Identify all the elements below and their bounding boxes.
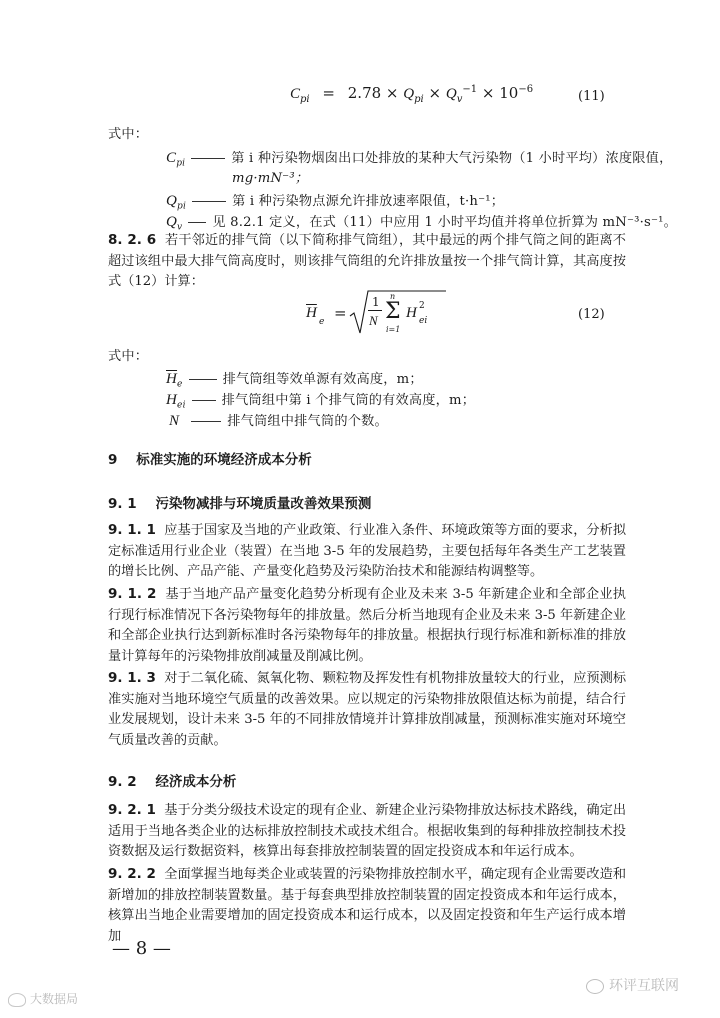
definition-qv: $Q_v$ 见 8.2.1 定义，在式（11）中应用 1 小时平均值并将单位折算为 mN⁻³·s⁻¹。 — [166, 214, 678, 233]
where-label-2: 式中： — [108, 349, 149, 364]
definition-cpi: $C_{pi}$ 第 i 种污染物烟囱出口处排放的某种大气污染物（1 小时平均）浓度限值， — [166, 150, 673, 169]
definition-n: N 排气筒组中排气筒的个数。 — [169, 413, 388, 429]
definition-qpi: $Q_{pi}$ 第 i 种污染物点源允许排放速率限值，t·h⁻¹； — [166, 193, 505, 212]
paragraph-9-2-2: 9. 2. 2 全面掌握当地每类企业或装置的污染物排放控制水平，确定现有企业需要改造和新增加的排放控制装置数量。基于每套典型排放控制装置的固定投资成本和年运行成本，核算出当地企业需要增加的固定投资成本和运行成本，以及固定投资和年生产运行成本增加 — [108, 866, 627, 944]
definition-hei: $H_{ei}$ 排气筒组中第 i 个排气筒的有效高度，m； — [166, 392, 476, 411]
watermark-right: 环评互联网 — [586, 975, 679, 995]
paragraph-9-1-2: 9. 1. 2 基于当地产品产量变化趋势分析现有企业及未来 3-5 年新建企业和全部企业执行现行标准情况下各污染物每年的排放量。然后分析当地现有企业及未来 3-5 年新建企业和全部企业执行达到新标准时各污染物每年的排放量。根据执行现行标准和新标准的排放量计算每年的污染物排放削减量及削减比例。 — [108, 586, 626, 664]
section-8-2-6: 8. 2. 6 若干邻近的排气筒（以下简称排气筒组），其中最远的两个排气筒之间的距离不超过该组中最大排气筒高度时，则该排气筒组的允许排放量按一个排气筒计算，其高度按式（12）计算： — [108, 232, 626, 289]
definition-cpi-unit: mg·mN⁻³； — [232, 171, 309, 186]
heading-9-1: 9. 1 污染物减排与环境质量改善效果预测 — [108, 496, 372, 512]
watermark-left: 大数据局 — [8, 990, 78, 1007]
sum-sign: Σ — [385, 299, 401, 324]
heading-9: 9 标准实施的环境经济成本分析 — [108, 452, 312, 468]
page-number: — 8 — — [112, 938, 171, 959]
wechat-icon — [586, 979, 604, 994]
equation-11: $C_{pi} = 2.78 \times Q_{pi} \times Q_v^{-1} \times 10^{-6}$ — [290, 84, 534, 105]
paragraph-9-1-3: 9. 1. 3 对于二氧化硫、氮氧化物、颗粒物及挥发性有机物排放量较大的行业，应预测标准实施对当地环境空气质量的改善效果。应以规定的污染物排放限值达标为前提，结合行业发展规划，设计未来 3-5 年的不同排放情境并计算排放削减量，预测标准实施对环境空气质量改善的贡献。 — [108, 670, 627, 748]
heading-9-2: 9. 2 经济成本分析 — [108, 774, 237, 790]
equation-11-number: (11) — [578, 89, 605, 104]
equation-12-number: (12) — [578, 307, 605, 322]
weibo-icon — [8, 993, 26, 1007]
where-label-1: 式中： — [108, 127, 149, 142]
definition-he: $\overline{H}_e$ 排气筒组等效单源有效高度，m； — [166, 371, 423, 390]
paragraph-9-1-1: 9. 1. 1 应基于国家及当地的产业政策、行业准入条件、环境政策等方面的要求，分析拟定标准适用行业企业（装置）在当地 3-5 年的发展趋势，主要包括每年各类生产工艺装置的增长比例、产品产能、产量变化趋势及污染防治技术和能源结构调整等。 — [108, 522, 627, 579]
paragraph-9-2-1: 9. 2. 1 基于分类分级技术设定的现有企业、新建企业污染物排放达标技术路线，确定出适用于当地各类企业的达标排放控制技术或技术组合。根据收集到的每种排放控制技术投资数据及运行数据资料，核算出每套排放控制装置的固定投资成本和年运行成本。 — [108, 802, 627, 859]
